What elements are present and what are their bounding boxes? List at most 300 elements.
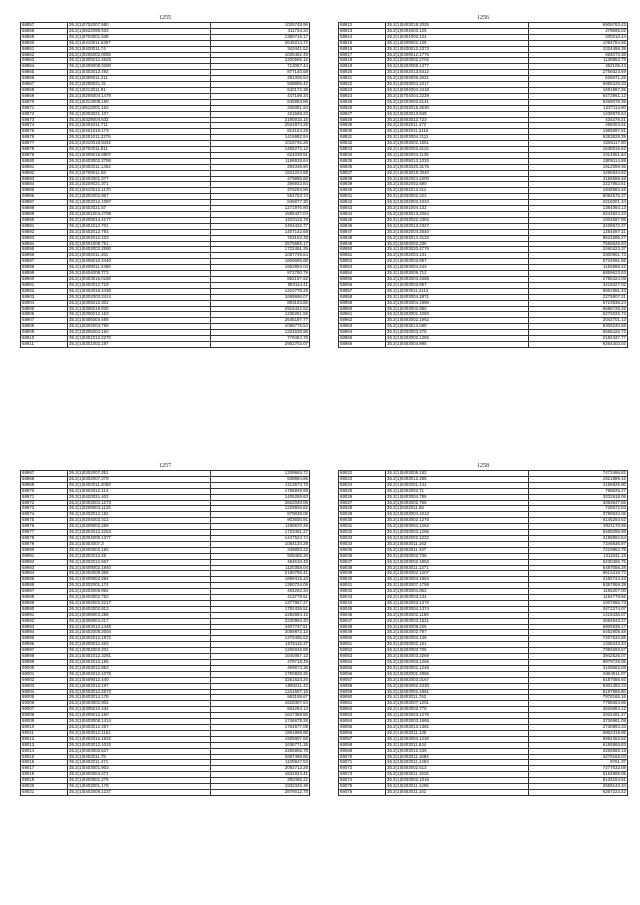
amount-cell: 6187086.93 (529, 677, 628, 683)
record-number-cell: 68970 (21, 488, 68, 494)
code-cell: 35.2(1)0302012.667 (68, 559, 211, 565)
amount-cell: 2952703.07 (211, 341, 310, 347)
code-cell: 35.2(1)0403013.689 (386, 324, 529, 330)
record-number-cell: 69057 (339, 677, 386, 683)
amount-cell: 7565626.93 (529, 241, 628, 247)
amount-cell: 2915442.52 (211, 306, 310, 312)
record-number-cell: 68888 (21, 206, 68, 212)
amount-cell: 9613419.73 (529, 571, 628, 577)
code-cell: 35.2(1)0402024.2200 (386, 176, 529, 182)
code-cell: 35.2(1)0403012.2673 (68, 689, 211, 695)
record-number-cell: 68901 (21, 282, 68, 288)
amount-cell: 1438979.54 (529, 111, 628, 117)
code-cell: 35.2(1)0403003.1276 (386, 713, 529, 719)
record-number-cell: 68937 (339, 170, 386, 176)
amount-cell: 1419436.07 (529, 612, 628, 618)
amount-cell: 5566426.72 (529, 330, 628, 336)
amount-cell: 1790828.25 (211, 671, 310, 677)
record-number-cell: 69010 (21, 724, 68, 730)
record-number-cell: 68976 (21, 524, 68, 530)
amount-cell: 2216001.34 (529, 200, 628, 206)
amount-cell: 1336243.34 (529, 642, 628, 648)
amount-cell: 4279165.03 (529, 754, 628, 760)
code-cell: 35.2(1)0402001.4966 (386, 671, 529, 677)
code-cell: 35.2(1)0403002.1863 (386, 559, 529, 565)
record-number-cell: 68990 (21, 606, 68, 612)
code-cell: 35.2(1)0403003.706 (386, 648, 529, 654)
code-cell: 35.2(1)0304012.103 (68, 235, 211, 241)
amount-cell: 1890211.42 (211, 683, 310, 689)
code-cell: 35.2(1)0403002.5141 (386, 99, 529, 105)
record-number-cell: 68896 (21, 253, 68, 259)
code-cell: 35.2(1)0401009.751 (68, 241, 211, 247)
code-cell: 35.2(1)0206002.0086 (68, 52, 211, 58)
amount-cell: 9954363.62 (529, 736, 628, 742)
record-number-cell: 68913 (339, 28, 386, 34)
record-number-cell: 68866 (21, 76, 68, 82)
amount-cell: 1057749.64 (211, 253, 310, 259)
record-number-cell: 68935 (339, 158, 386, 164)
table-block-1255 (20, 14, 310, 348)
record-number-cell: 68872 (21, 111, 68, 117)
code-cell: 35.2(1)0403002.4330 (386, 683, 529, 689)
code-cell: 35.2(1)0402013.411 (386, 188, 529, 194)
amount-cell: 1455272.12 (211, 147, 310, 153)
amount-cell: 6164685.05 (529, 772, 628, 778)
record-number-cell: 68922 (339, 82, 386, 88)
record-number-cell: 68987 (21, 589, 68, 595)
record-number-cell: 69003 (21, 683, 68, 689)
amount-cell: 6244924.34 (529, 212, 628, 218)
record-number-cell: 68996 (21, 642, 68, 648)
code-cell: 35.2(1)0409014.4177 (68, 217, 211, 223)
code-cell: 35.2(1)0402012.719 (68, 282, 211, 288)
record-number-cell: 68967 (21, 471, 68, 477)
code-cell: 35.2(1)0403013.949 (386, 111, 529, 117)
record-number-cell: 68920 (339, 70, 386, 76)
code-cell: 35.2(1)0403008.1414 (68, 719, 211, 725)
record-number-cell: 69061 (339, 701, 386, 707)
record-number-cell: 68877 (21, 141, 68, 147)
amount-cell: 1861998.98 (211, 730, 310, 736)
code-cell: 35.2(1)0208021.31 (68, 82, 211, 88)
amount-cell: 938896.42 (211, 82, 310, 88)
amount-cell: 779484.79 (211, 336, 310, 342)
code-cell: 35.2(1)0409012.1775 (386, 52, 529, 58)
record-number-cell: 68957 (339, 288, 386, 294)
record-number-cell: 69016 (21, 760, 68, 766)
amount-cell: 1025748.96 (211, 23, 310, 29)
amount-cell: 2227862.61 (529, 182, 628, 188)
amount-cell: 1237114.80 (529, 105, 628, 111)
record-number-cell: 68900 (21, 276, 68, 282)
amount-cell: 2602040.06 (211, 500, 310, 506)
record-number-cell: 68868 (21, 87, 68, 93)
code-cell: 35.2(1)0403003.897 (386, 282, 529, 288)
amount-cell: 2645214.72 (211, 40, 310, 46)
record-number-cell: 69040 (339, 577, 386, 583)
amount-cell: 3182744.43 (529, 577, 628, 583)
code-cell: 35.2(1)0404011.461 (68, 253, 211, 259)
record-number-cell: 68982 (21, 559, 68, 565)
code-cell: 35.2(1)0403002.1561 (386, 141, 529, 147)
record-number-cell: 69071 (339, 760, 386, 766)
record-number-cell: 69059 (339, 689, 386, 695)
record-number-cell: 68961 (339, 312, 386, 318)
record-number-cell: 69035 (339, 547, 386, 553)
code-cell: 35.2(1)0403004.2871 (386, 294, 529, 300)
code-cell: 35.2(1)0403002.736 (386, 553, 529, 559)
record-number-cell: 68878 (21, 147, 68, 153)
record-number-cell: 68971 (21, 494, 68, 500)
code-cell: 35.2(1)0403002.778 (386, 707, 529, 713)
amount-cell: 1377967.27 (211, 600, 310, 606)
code-cell: 35.2(1)0403003.3269 (386, 654, 529, 660)
amount-cell: 1841224.69 (211, 170, 310, 176)
record-number-cell: 69028 (339, 506, 386, 512)
record-number-cell: 68921 (339, 76, 386, 82)
code-cell: 35.2(1)0403004.1273 (68, 500, 211, 506)
code-cell: 35.2(1)0403002.161 (386, 642, 529, 648)
record-number-cell: 68985 (21, 577, 68, 583)
amount-cell: 725972.03 (529, 506, 628, 512)
code-cell: 35.2(1)0403020.3176 (386, 164, 529, 170)
code-cell: 35.2(1)0403002.1962 (386, 318, 529, 324)
amount-cell: 796825.27 (529, 488, 628, 494)
amount-cell: 1859415.33 (211, 577, 310, 583)
code-cell: 35.2(1)0302002.2217 (68, 600, 211, 606)
amount-cell: 6686725.29 (529, 306, 628, 312)
amount-cell: 814154.29 (211, 129, 310, 135)
amount-cell: 2059872.13 (211, 630, 310, 636)
record-number-cell: 68926 (339, 105, 386, 111)
record-number-cell: 69021 (21, 789, 68, 795)
amount-cell: 1380716.17 (211, 34, 310, 40)
amount-cell: 6472961.13 (529, 93, 628, 99)
record-number-cell: 68907 (21, 318, 68, 324)
code-cell: 35.2(1)0403002.71 (386, 488, 529, 494)
code-cell: 35.2(1)0402002.690 (386, 182, 529, 188)
amount-cell: 6955229.33 (529, 82, 628, 88)
code-cell: 35.2(1)0302002.967 (68, 194, 211, 200)
record-number-cell: 68883 (21, 176, 68, 182)
code-cell: 35.2(1)0309015.6807 (68, 152, 211, 158)
record-number-cell: 69014 (21, 748, 68, 754)
code-cell: 35.2(1)0403002.1265 (386, 336, 529, 342)
record-number-cell: 68895 (21, 247, 68, 253)
amount-cell: 2092712.28 (211, 766, 310, 772)
record-number-cell: 68965 (339, 336, 386, 342)
amount-cell: 200210.44 (529, 34, 628, 40)
record-number-cell: 68882 (21, 170, 68, 176)
amount-cell: 7795063.96 (529, 701, 628, 707)
amount-cell: 4198984.54 (529, 535, 628, 541)
amount-cell: 938984.86 (211, 476, 310, 482)
code-cell: 35.2(1)0403011.2112 (386, 288, 529, 294)
record-number-cell: 68969 (21, 482, 68, 488)
record-number-cell: 68952 (339, 259, 386, 265)
amount-cell: 411734.34 (211, 28, 310, 34)
amount-cell: 1311041.15 (529, 553, 628, 559)
record-number-cell: 69011 (21, 730, 68, 736)
amount-cell: 1691987.25 (529, 87, 628, 93)
amount-cell: 2275907.21 (529, 294, 628, 300)
amount-cell: 413778.51 (211, 595, 310, 601)
code-cell: 35.2(1)0305004.217 (68, 618, 211, 624)
record-number-cell: 69024 (339, 482, 386, 488)
record-number-cell: 68924 (339, 93, 386, 99)
data-table (20, 22, 310, 348)
amount-cell: 893163.86 (211, 300, 310, 306)
record-number-cell: 68997 (21, 648, 68, 654)
amount-cell: 345893.22 (211, 547, 310, 553)
amount-cell: 2265906.78 (211, 748, 310, 754)
record-number-cell: 68864 (21, 64, 68, 70)
record-number-cell: 69017 (21, 766, 68, 772)
record-number-cell: 68889 (21, 212, 68, 218)
code-cell: 35.2(1)0403012.1015 (68, 742, 211, 748)
amount-cell: 2809114.69 (529, 158, 628, 164)
amount-cell: 3418427.02 (529, 282, 628, 288)
record-number-cell: 69050 (339, 636, 386, 642)
record-number-cell: 68932 (339, 141, 386, 147)
amount-cell: 1024496.39 (529, 46, 628, 52)
record-number-cell: 69068 (339, 742, 386, 748)
amount-cell: 2730893.33 (529, 724, 628, 730)
table-block-1258 (338, 462, 628, 796)
code-cell: 35.2(1)0302003.201 (68, 648, 211, 654)
record-number-cell: 69042 (339, 589, 386, 595)
amount-cell: 1390734.05 (211, 583, 310, 589)
amount-cell: 7359293.67 (529, 648, 628, 654)
amount-cell: 3296117.80 (529, 141, 628, 147)
code-cell: 35.2(1)0420012.2373 (386, 46, 529, 52)
record-number-cell: 69034 (339, 541, 386, 547)
code-cell: 35.2(1)0703001.538 (68, 34, 211, 40)
code-cell: 35.2(1)0403004.785 (386, 494, 529, 500)
record-number-cell: 68857 (21, 23, 68, 29)
code-cell: 35.2(1)0306019.930 (68, 306, 211, 312)
amount-cell: 1018745.25 (211, 141, 310, 147)
record-number-cell: 69065 (339, 724, 386, 730)
amount-cell: 3799834.06 (529, 512, 628, 518)
amount-cell: 6462908.48 (529, 630, 628, 636)
code-cell: 35.2(1)0303021.107 (68, 111, 211, 117)
code-cell: 35.2(1)0305012.302 (68, 300, 211, 306)
amount-cell: 1025492.49 (211, 52, 310, 58)
record-number-cell: 69066 (339, 730, 386, 736)
code-cell: 35.2(1)0403012.1448 (68, 624, 211, 630)
amount-cell: 352106.43 (529, 64, 628, 70)
record-number-cell: 68956 (339, 282, 386, 288)
record-number-cell: 68893 (21, 235, 68, 241)
amount-cell: 3428672.37 (529, 223, 628, 229)
record-number-cell: 68886 (21, 194, 68, 200)
record-number-cell: 69046 (339, 612, 386, 618)
record-number-cell: 68978 (21, 535, 68, 541)
amount-cell: 2460423.37 (529, 247, 628, 253)
record-number-cell: 68953 (339, 265, 386, 271)
record-number-cell: 68995 (21, 636, 68, 642)
code-cell: 35.2(1)0302012.49 (68, 553, 211, 559)
record-number-cell: 68958 (339, 294, 386, 300)
record-number-cell: 69004 (21, 689, 68, 695)
amount-cell: 1120358.04 (211, 565, 310, 571)
code-cell: 35.2(1)0201011.3276 (68, 135, 211, 141)
amount-cell: 2575665.17 (211, 241, 310, 247)
record-number-cell: 68881 (21, 164, 68, 170)
amount-cell: 1254597.21 (529, 229, 628, 235)
code-cell: 35.2(1)0402003.1266 (386, 660, 529, 666)
record-number-cell: 68906 (21, 312, 68, 318)
record-number-cell: 68992 (21, 618, 68, 624)
code-cell: 35.2(1)0420021.402 (68, 494, 211, 500)
record-number-cell: 68904 (21, 300, 68, 306)
record-number-cell: 69037 (339, 559, 386, 565)
amount-cell: 883114.41 (211, 282, 310, 288)
code-cell: 35.2(1)0403013.723 (386, 117, 529, 123)
record-number-cell: 68973 (21, 506, 68, 512)
record-number-cell: 69027 (339, 500, 386, 506)
code-cell: 35.2(1)0402012.1822 (68, 736, 211, 742)
code-cell: 35.2(1)0403004.1262 (386, 524, 529, 530)
amount-cell: 1640067.13 (211, 654, 310, 660)
record-number-cell: 69025 (339, 488, 386, 494)
code-cell: 35.2(1)0402003.3167 (386, 677, 529, 683)
code-cell: 35.2(1)0401004.132 (386, 206, 529, 212)
table-block-1256 (338, 14, 628, 348)
amount-cell: 376294.96 (211, 188, 310, 194)
amount-cell: 290466.22 (211, 778, 310, 784)
record-number-cell: 68910 (21, 336, 68, 342)
code-cell: 35.2(1)0402012.197 (68, 683, 211, 689)
record-number-cell: 69063 (339, 713, 386, 719)
record-number-cell: 69075 (339, 784, 386, 790)
amount-cell: 1007966.73 (529, 600, 628, 606)
code-cell: 35.2(1)0612001.162 (68, 105, 211, 111)
amount-cell: 469974.35 (211, 665, 310, 671)
record-number-cell: 68933 (339, 147, 386, 153)
record-number-cell: 68954 (339, 271, 386, 277)
code-cell: 35.2(1)0403003.1372 (386, 600, 529, 606)
record-number-cell: 69008 (21, 713, 68, 719)
amount-cell: 694073.38 (529, 52, 628, 58)
amount-cell: 1210778.25 (211, 288, 310, 294)
amount-cell: 2282694.15 (211, 612, 310, 618)
record-number-cell: 68941 (339, 194, 386, 200)
amount-cell: 4158926.90 (529, 482, 628, 488)
code-cell: 35.2(1)0403002.2590 (68, 247, 211, 253)
code-cell: 35.2(1)0403012.457 (68, 724, 211, 730)
code-cell: 35.2(1)0302007.279 (68, 476, 211, 482)
amount-cell: 1676116.37 (211, 642, 310, 648)
amount-cell: 1324539.95 (211, 330, 310, 336)
record-number-cell: 68929 (339, 123, 386, 129)
record-number-cell: 68955 (339, 276, 386, 282)
record-number-cell: 68994 (21, 630, 68, 636)
record-number-cell: 69023 (339, 476, 386, 482)
amount-cell: 6724091.66 (529, 259, 628, 265)
record-number-cell: 69019 (21, 778, 68, 784)
record-number-cell: 68945 (339, 217, 386, 223)
record-number-cell: 69036 (339, 553, 386, 559)
code-cell: 35.2(1)0403002.1158 (386, 612, 529, 618)
record-number-cell: 69056 (339, 671, 386, 677)
amount-cell: 8624595.27 (529, 235, 628, 241)
record-number-cell: 68867 (21, 82, 68, 88)
amount-cell: 624338.91 (211, 152, 310, 158)
amount-cell: 6367959.39 (529, 583, 628, 589)
code-cell: 35.2(1)0403003.1965 (386, 719, 529, 725)
record-number-cell: 68963 (339, 324, 386, 330)
record-number-cell: 69070 (339, 754, 386, 760)
amount-cell: 2113673.79 (211, 482, 310, 488)
record-number-cell: 69058 (339, 683, 386, 689)
code-cell: 35.2(1)0410012.1170 (68, 188, 211, 194)
amount-cell: 1265046.89 (211, 648, 310, 654)
record-number-cell: 68975 (21, 518, 68, 524)
record-number-cell: 69051 (339, 642, 386, 648)
amount-cell: 1662994.04 (211, 265, 310, 271)
code-cell: 35.2(1)0403009.182 (386, 471, 529, 477)
amount-cell: 3021170.99 (529, 524, 628, 530)
amount-cell: 434376.21 (529, 117, 628, 123)
amount-cell: 2182437.77 (529, 336, 628, 342)
code-cell: 35.2(1)0409004.258 (68, 612, 211, 618)
amount-cell: 1447524.74 (211, 535, 310, 541)
amount-cell: 640172.38 (211, 87, 310, 93)
amount-cell: 1585427.04 (211, 212, 310, 218)
table-row (21, 341, 310, 347)
code-cell: 35.2(1)0402011.78 (68, 754, 211, 760)
amount-cell: 8197866.80 (529, 689, 628, 695)
record-number-cell: 69038 (339, 565, 386, 571)
amount-cell: 343441.52 (211, 46, 310, 52)
code-cell: 35.2(1)0403011.1615 (386, 772, 529, 778)
record-number-cell: 68903 (21, 294, 68, 300)
record-number-cell: 69002 (21, 677, 68, 683)
code-cell: 35.2(1)0403011.762 (386, 695, 529, 701)
record-number-cell: 68979 (21, 541, 68, 547)
record-number-cell: 68890 (21, 217, 68, 223)
code-cell: 35.2(1)0403013.2064 (386, 212, 529, 218)
table-row (339, 341, 628, 347)
record-number-cell: 69000 (21, 665, 68, 671)
amount-cell: 1168628.64 (211, 158, 310, 164)
amount-cell: 1905907.68 (211, 736, 310, 742)
code-cell: 35.2(1)0403004.2111 (386, 135, 529, 141)
amount-cell: 3083947.66 (529, 500, 628, 506)
code-cell: 35.2(1)0404012.1079 (68, 671, 211, 677)
code-cell: 35.2(1)0402011.471 (68, 760, 211, 766)
code-cell: 35.2(1)0409008.0280 (68, 64, 211, 70)
amount-cell: 2756023.69 (529, 70, 628, 76)
record-number-cell: 68938 (339, 176, 386, 182)
code-cell: 35.2(1)0402004.138 (386, 636, 529, 642)
record-number-cell: 69026 (339, 494, 386, 500)
amount-cell: 2024491.27 (529, 713, 628, 719)
record-number-cell: 68891 (21, 223, 68, 229)
amount-cell: 4407747.51 (211, 624, 310, 630)
amount-cell: 877140.58 (211, 70, 310, 76)
amount-cell: 626871.28 (529, 76, 628, 82)
record-number-cell: 68908 (21, 324, 68, 330)
amount-cell: 1236251.59 (211, 312, 310, 318)
code-cell: 35.2(1)0403004.996 (386, 341, 529, 347)
code-cell: 35.2(1)0403011.107 (386, 547, 529, 553)
code-cell: 35.2(1)0302012.1087 (68, 200, 211, 206)
amount-cell: 6723936.24 (529, 300, 628, 306)
